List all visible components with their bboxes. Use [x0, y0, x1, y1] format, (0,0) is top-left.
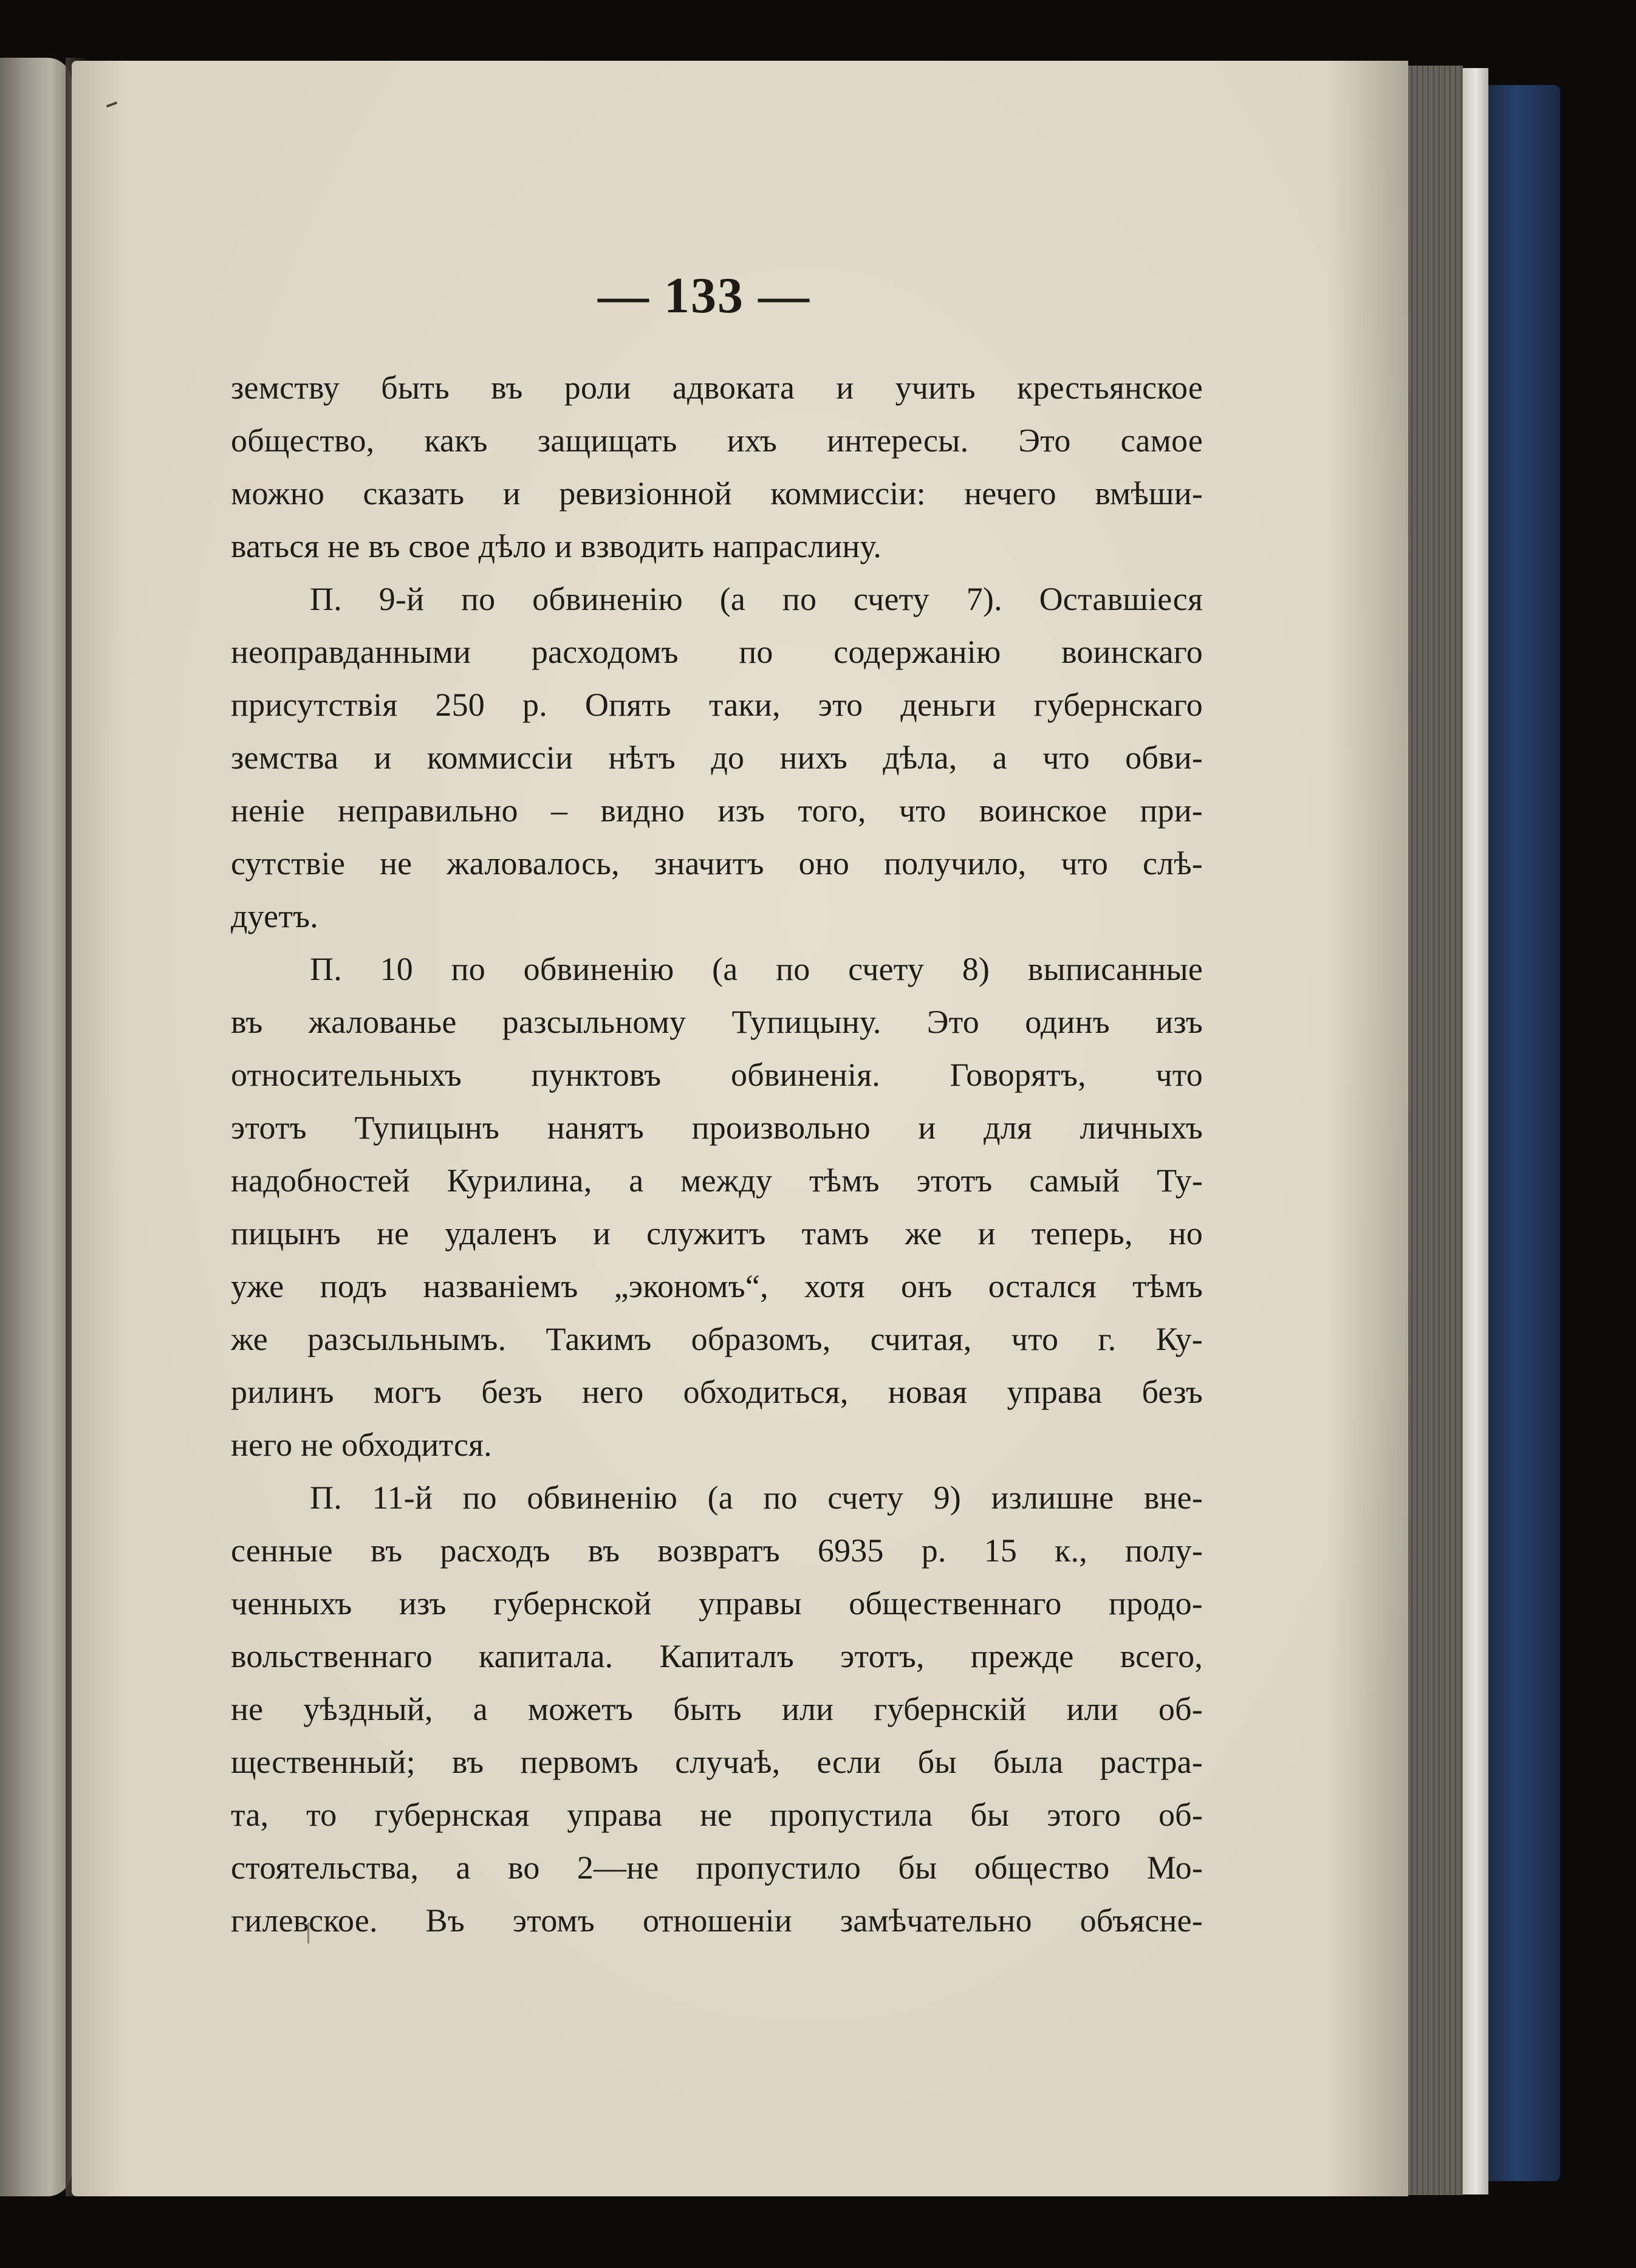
- text-line: надобностей Курилина, а между тѣмъ этотъ самый Ту-: [231, 1162, 1203, 1199]
- text-line: сутствіе не жаловалось, значитъ оно получило, что слѣ-: [231, 845, 1203, 882]
- text-line: сенные въ расходъ въ возвратъ 6935 р. 15 к., полу-: [231, 1532, 1203, 1569]
- text-line: общество, какъ защищать ихъ интересы. Это самое: [231, 422, 1203, 459]
- text-line: неніе неправильно – видно изъ того, что воинское при-: [231, 792, 1203, 829]
- text-line: та, то губернская управа не пропустила бы этого об-: [231, 1797, 1203, 1833]
- text-line: него не обходится.: [231, 1427, 492, 1463]
- text-line: неоправданными расходомъ по содержанію воинскаго: [231, 634, 1203, 670]
- text-line: П. 9-й по обвиненію (а по счету 7). Оставшіеся: [310, 581, 1203, 617]
- left-page-edge: [0, 58, 72, 2196]
- text-line: вольственнаго капитала. Капиталъ этотъ, прежде всего,: [231, 1638, 1203, 1674]
- text-line: П. 10 по обвиненію (а по счету 8) выписанные: [310, 951, 1203, 987]
- text-line: же разсыльнымъ. Такимъ образомъ, считая, что г. Ку-: [231, 1321, 1203, 1357]
- page-stack-edge: [1408, 66, 1463, 2195]
- text-line: П. 11-й по обвиненію (а по счету 9) излишне вне-: [310, 1479, 1203, 1516]
- page-number: — 133 —: [598, 267, 810, 324]
- book-cover: [1488, 85, 1560, 2181]
- text-line: не уѣздный, а можетъ быть или губернскій или об-: [231, 1691, 1203, 1727]
- text-line: стоятельства, а во 2—не пропустило бы общество Мо-: [231, 1849, 1203, 1886]
- text-line: этотъ Тупицынъ нанятъ произвольно и для личныхъ: [231, 1109, 1203, 1146]
- text-line: относительныхъ пунктовъ обвиненія. Говорятъ, что: [231, 1057, 1203, 1093]
- text-line: гилевское. Въ этомъ отношеніи замѣчательно объясне-: [231, 1902, 1203, 1939]
- text-line: пицынъ не удаленъ и служитъ тамъ же и теперь, но: [231, 1215, 1203, 1252]
- text-line: ваться не въ свое дѣло и взводить напраслину.: [231, 528, 882, 564]
- text-line: земства и коммиссіи нѣтъ до нихъ дѣла, а что обви-: [231, 739, 1203, 776]
- cover-edge: [1463, 68, 1488, 2194]
- body-text: [231, 361, 1203, 1947]
- text-line: въ жалованье разсыльному Тупицыну. Это одинъ изъ: [231, 1004, 1203, 1040]
- text-line: можно сказать и ревизіонной коммиссіи: нечего вмѣши-: [231, 475, 1203, 512]
- text-line: ченныхъ изъ губернской управы общественнаго продо-: [231, 1585, 1203, 1622]
- text-line: рилинъ могъ безъ него обходиться, новая управа безъ: [231, 1374, 1203, 1410]
- text-line: дуетъ.: [231, 898, 318, 934]
- text-line: уже подъ названіемъ „экономъ“, хотя онъ остался тѣмъ: [231, 1268, 1203, 1304]
- text-line: присутствія 250 р. Опять таки, это деньги губернскаго: [231, 687, 1203, 723]
- text-line: щественный; въ первомъ случаѣ, если бы была растра-: [231, 1744, 1203, 1780]
- text-line: земству быть въ роли адвоката и учить крестьянское: [231, 369, 1203, 406]
